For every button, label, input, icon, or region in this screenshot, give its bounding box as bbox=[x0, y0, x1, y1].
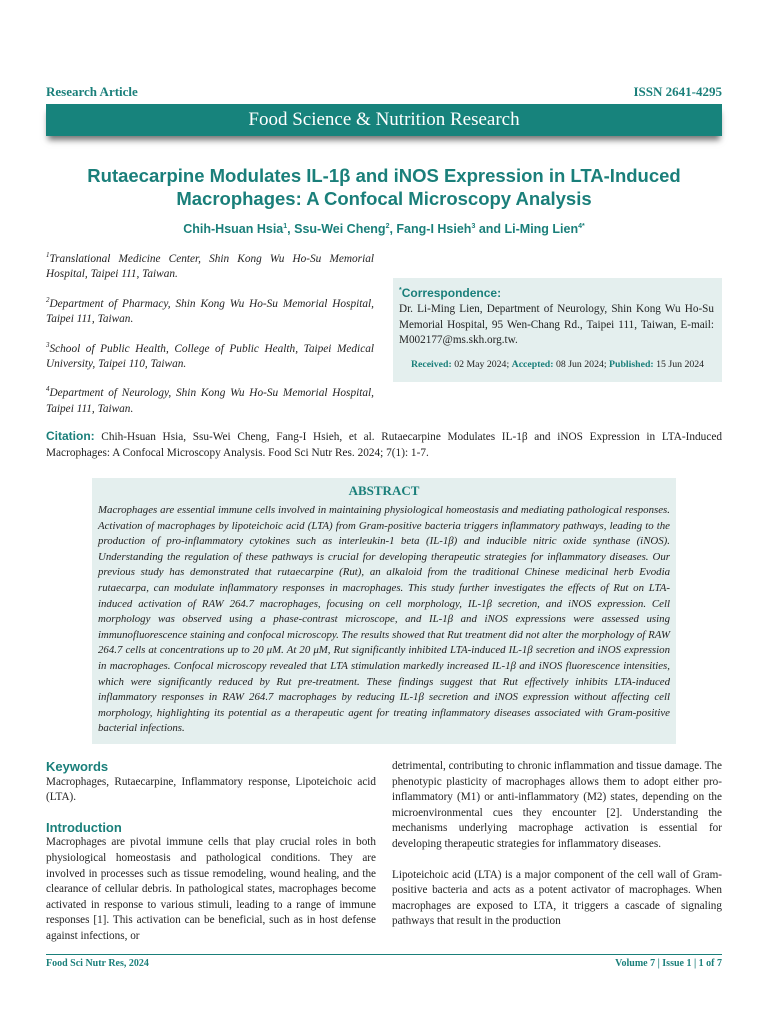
issn: ISSN 2641-4295 bbox=[633, 84, 722, 99]
page-footer bbox=[46, 958, 722, 969]
keywords-heading: Keywords bbox=[46, 759, 109, 774]
footer-page-info: Volume 7 | Issue 1 | 1 of 7 bbox=[615, 958, 722, 969]
left-column bbox=[46, 759, 376, 945]
footer-divider bbox=[46, 954, 722, 955]
intro-paragraph-1: Macrophages are pivotal immune cells that play crucial roles in both physiological homeostasis and pathological conditions. They are involved in processes such as tissue remodeling, wound healing, and the clearance of cellular debris. In pathological states, macrophages become activated in response to various stimuli, leading to a range of immune responses [1]. This activation can be beneficial, such as in host defense against infections, or bbox=[46, 836, 376, 942]
publication-dates: Received: 02 May 2024; Accepted: 08 Jun 2024; Published: 15 Jun 2024 bbox=[410, 358, 705, 370]
correspondence-box bbox=[393, 278, 722, 382]
correspondence-text: Dr. Li-Ming Lien, Department of Neurology, Shin Kong Wu Ho-Su Memorial Hospital, 95 Wen-Chang Rd., Taipei 111, Taiwan, E-mail: M002177@ms.skh.org.tw. bbox=[399, 303, 714, 347]
author-3: Fang-I Hsieh$^3$ bbox=[396, 222, 476, 236]
author-1: Chih-Hsuan Hsia$^1$ bbox=[183, 222, 288, 236]
affiliation-3: $^3$School of Public Health, College of Public Health, Taipei Medical University, Taipei 110, Taiwan. bbox=[46, 340, 374, 371]
keywords-text: Macrophages, Rutaecarpine, Inflammatory response, Lipoteichoic acid (LTA). bbox=[46, 775, 376, 804]
affiliation-2: $^2$Department of Pharmacy, Shin Kong Wu Ho-Su Memorial Hospital, Taipei 111, Taiwan. bbox=[46, 296, 374, 326]
abstract-box bbox=[92, 478, 676, 744]
journal-banner: Food Science & Nutrition Research bbox=[46, 104, 722, 136]
citation bbox=[46, 428, 722, 461]
intro-paragraph-3: Lipoteichoic acid (LTA) is a major component of the cell wall of Gram-positive bacteria and acts as a potent activator of macrophages. When macrophages are exposed to LTA, it triggers a cascade of signaling pathways that result in the production bbox=[392, 868, 722, 928]
correspondence-heading: *Correspondence: bbox=[399, 286, 502, 300]
paper-title: Rutaecarpine Modulates IL-1β and iNOS Expression in LTA-Induced Macrophages: A Confocal Microscopy Analysis bbox=[87, 165, 681, 209]
affiliation-4: $^4$Department of Neurology, Shin Kong Wu Ho-Su Memorial Hospital, Taipei 111, Taiwan. bbox=[46, 385, 374, 415]
abstract-heading: ABSTRACT bbox=[348, 483, 420, 498]
footer-journal: Food Sci Nutr Res, 2024 bbox=[46, 958, 149, 969]
affiliations bbox=[46, 252, 374, 431]
abstract-text: Macrophages are essential immune cells involved in maintaining physiological homeostasis and mediating pathological responses. Activation of macrophages by lipoteichoic acid (LTA) from Gram-positive bacteria triggers inflammatory pathways, leading to the production of pro-inflammatory cytokines such as interleukin-1 beta (IL-1β) and inducible nitric oxide synthase (iNOS). Understanding the regulation of these pathways is crucial for developing therapeutic strategies for inflammatory diseases. Our previous study has demonstrated that rutaecarpine (Rut), an alkaloid from the traditional Chinese medicinal herb Evodia rutaecarpa, can modulate inflammatory responses in macrophages. This study further investigates the effects of Rut on LTA-induced activation of RAW 264.7 macrophages, focusing on cell morphology, IL-1β secretion, and iNOS expression. Cell morphology was observed using a phase-contrast microscope, and IL-1β and iNOS expressions were assessed using immunofluorescence staining and confocal microscopy. The results showed that Rut treatment did not alter the morphology of RAW 264.7 cells at concentrations up to 20 μM. At 20 μM, Rut significantly inhibited LTA-induced IL-1β secretion and iNOS expression in macrophages. Confocal microscopy revealed that LTA stimulation markedly increased IL-1β and iNOS fluorescence intensities, which were significantly reduced by Rut pre-treatment. These findings suggest that Rut effectively inhibits LTA-induced inflammatory responses in RAW 264.7 macrophages by reducing IL-1β secretion and iNOS expression without affecting cell morphology, highlighting its potential as a therapeutic agent for treating inflammatory diseases associated with Gram-positive bacterial infections. bbox=[98, 504, 670, 735]
article-type: Research Article bbox=[46, 84, 138, 99]
header-row bbox=[46, 84, 722, 100]
right-column bbox=[392, 759, 722, 930]
author-list: Chih-Hsuan Hsia$^1$, Ssu-Wei Cheng$^2$, Fang-I Hsieh$^3$ and Li-Ming Lien$^{4*}$ bbox=[183, 222, 585, 236]
affiliation-1: $^1$Translational Medicine Center, Shin Kong Wu Ho-Su Memorial Hospital, Taipei 111, Taiwan. bbox=[46, 251, 374, 281]
author-2: Ssu-Wei Cheng$^2$ bbox=[294, 222, 390, 236]
citation-label: Citation: bbox=[46, 429, 95, 443]
author-4: Li-Ming Lien$^{4*}$ bbox=[504, 222, 585, 236]
introduction-heading: Introduction bbox=[46, 819, 122, 835]
intro-paragraph-2: detrimental, contributing to chronic inflammation and tissue damage. The phenotypic plasticity of macrophages allows them to adopt either pro-inflammatory (M1) or anti-inflammatory (M2) states, depending on the microenvironmental cues they encounter [2]. Understanding the mechanisms underlying macrophage activation is essential for developing therapeutic strategies for inflammatory diseases. bbox=[392, 760, 722, 850]
citation-text: Chih-Hsuan Hsia, Ssu-Wei Cheng, Fang-I Hsieh, et al. Rutaecarpine Modulates IL-1β and iNOS Expression in LTA-Induced Macrophages: A Confocal Microscopy Analysis. Food Sci Nutr Res. 2024; 7(1): 1-7. bbox=[46, 431, 722, 459]
